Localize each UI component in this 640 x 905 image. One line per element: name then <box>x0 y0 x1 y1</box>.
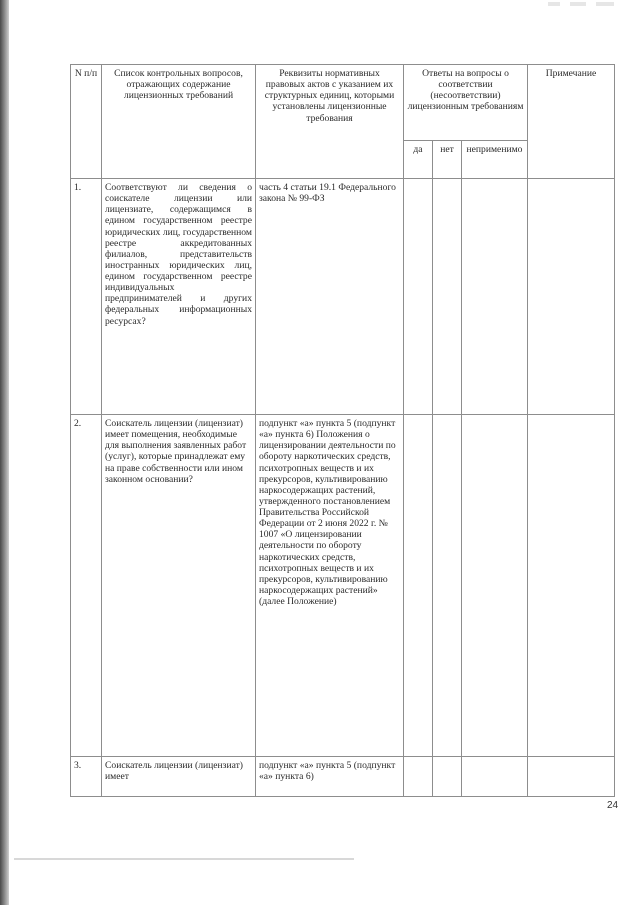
answer-no-cell[interactable] <box>433 179 462 415</box>
answer-yes-cell[interactable] <box>404 757 433 797</box>
answer-yes-cell[interactable] <box>404 179 433 415</box>
answer-not-applicable-cell[interactable] <box>462 757 528 797</box>
answer-yes-cell[interactable] <box>404 415 433 757</box>
header-requisites: Реквизиты нормативных правовых актов с указанием их структурных единиц, которыми установлены лицензионные требования <box>256 65 404 179</box>
header-num: N п/п <box>71 65 102 179</box>
row-question: Соискатель лицензии (лицензиат) имеет <box>102 757 256 797</box>
header-row <box>71 65 615 141</box>
answer-no-cell[interactable] <box>433 415 462 757</box>
scan-top-marks <box>548 2 618 8</box>
scan-left-edge <box>0 0 9 905</box>
header-not-applicable: неприменимо <box>462 141 528 179</box>
header-note: Примечание <box>528 65 615 179</box>
answer-no-cell[interactable] <box>433 757 462 797</box>
answer-not-applicable-cell[interactable] <box>462 179 528 415</box>
row-requisites: часть 4 статьи 19.1 Федерального закона № 99-ФЗ <box>256 179 404 415</box>
note-cell[interactable] <box>528 757 615 797</box>
note-cell[interactable] <box>528 415 615 757</box>
row-number: 2. <box>71 415 102 757</box>
table-row <box>71 757 615 797</box>
license-checklist-table <box>70 64 615 797</box>
header-yes: да <box>404 141 433 179</box>
row-requisites: подпункт «а» пункта 5 (подпункт «а» пункта 6) Положения о лицензировании деятельности по обороту наркотических средств, психотропных веществ и их прекурсоров, культивированию наркосодержащих растений, утвержденного постановлением Правительства Российской Федерации от 2 июня 2022 г. № 1007 «О лицензировании деятельности по обороту наркотических средств, психотропных веществ и их прекурсоров, культивированию наркосодержащих растений» (далее Положение) <box>256 415 404 757</box>
table-row <box>71 415 615 757</box>
row-number: 1. <box>71 179 102 415</box>
note-cell[interactable] <box>528 179 615 415</box>
scan-bottom-edge <box>14 858 354 860</box>
answer-not-applicable-cell[interactable] <box>462 415 528 757</box>
row-requisites: подпункт «а» пункта 5 (подпункт «а» пункта 6) <box>256 757 404 797</box>
page-number: 24 <box>607 800 619 811</box>
row-question: Соответствуют ли сведения о соискателе лицензии или лицензиате, содержащимся в едином государственном реестре юридических лиц, государственном реестре аккредитованных филиалов, представительств иностранных юридических лиц, едином государственном реестре индивидуальных предпринимателей и других федеральных информационных ресурсах? <box>102 179 256 415</box>
table-row <box>71 179 615 415</box>
header-no: нет <box>433 141 462 179</box>
row-number: 3. <box>71 757 102 797</box>
header-questions: Список контрольных вопросов, отражающих содержание лицензионных требований <box>102 65 256 179</box>
row-question: Соискатель лицензии (лицензиат) имеет помещения, необходимые для выполнения заявленных работ (услуг), которые принадлежат ему на праве собственности или ином законном основании? <box>102 415 256 757</box>
header-answers: Ответы на вопросы о соответствии (несоответствии) лицензионным требованиям <box>404 65 528 141</box>
